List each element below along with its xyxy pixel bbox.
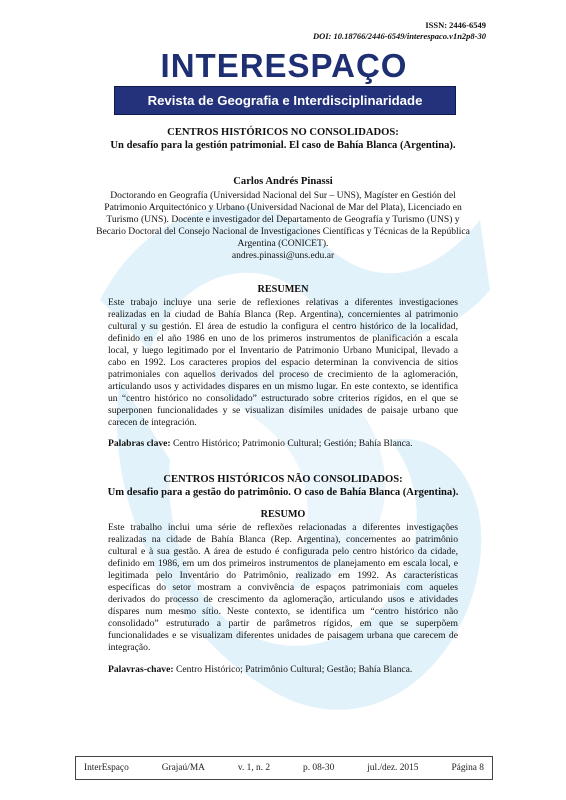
resumo-text: Este trabalho inclui uma série de reflexões relacionadas a diferentes investigações realizadas na cidade de Bahía Blanca (Rep. Argentina), concernentes ao patrimônio cultural e à sua gestão. A área de estudo é configurada pelo centro histórico da cidade, definido em 1986, em um dos primeiros instrumentos de planejamento em escala local, e legitimada pelo Inventário do Patrimônio, realizado em 1992. As características específicas do setor mostram a convivência de espaços patrimoniais com aqueles derivados do processo de crescimento da aglomeração, articulando usos e atividades díspares num mesmo sítio. Neste contexto, se identifica um “centro histórico não consolidado” estruturado a partir de parâmetros rígidos, em que se superpõem funcionalidades e se visualizam diferentes unidades de paisagem urbana que carecem de integração. <box>108 522 458 653</box>
resumen-keywords <box>108 438 458 450</box>
resumen-text: Este trabajo incluye una serie de reflexiones relativas a diferentes investigaciones realizadas en la ciudad de Bahía Blanca (Rep. Argentina), concernientes al patrimonio cultural y su gestión. El área de estudio la configura el centro histórico de la localidad, definido en el año 1986 en uno de los primeros instrumentos de planificación a escala local, y luego legitimado por el Inventario de Patrimonio Urbano Municipal, llevado a cabo en 1992. Los caracteres propios del espacio determinan la convivencia de sitios patrimoniales con aquellos derivados del proceso de crecimiento de la aglomeración, articulando usos y actividades dispares en un mismo lugar. En este contexto, se identifica un “centro histórico no consolidado” estructurado sobre criterios rígidos, en el que se superponen funcionalidades y se visualizan disímiles unidades de paisaje urbano que carecen de integración. <box>108 297 458 428</box>
author-email[interactable]: andres.pinassi@uns.edu.ar <box>231 250 335 261</box>
issn-label: ISSN: 2446-6549 <box>425 20 486 30</box>
keywords-label-pt: Palavras-chave: <box>108 664 174 675</box>
article-title-es: CENTROS HISTÓRICOS NO CONSOLIDADOS: <box>167 127 399 138</box>
footer-date: jul./dez. 2015 <box>367 763 419 773</box>
keywords-label-es: Palabras clave: <box>108 438 171 449</box>
page-footer <box>75 756 493 780</box>
affiliation-line: Doctorando en Geografía (Universidad Nacional del Sur – UNS), Magíster en Gestión del <box>110 190 456 201</box>
affiliation-line: Argentina (CONICET). <box>237 238 329 249</box>
footer-pages: p. 08-30 <box>303 763 335 773</box>
footer-volume: v. 1, n. 2 <box>237 763 271 773</box>
footer-place: Grajaú/MA <box>161 763 205 773</box>
journal-logo <box>108 46 460 118</box>
keywords-es: Centro Histórico; Patrimonio Cultural; Gestión; Bahía Blanca. <box>170 438 413 449</box>
affiliation-line: Turismo (UNS). Docente e investigador del Departamento de Geografía y Turismo (UNS) y <box>106 214 460 225</box>
journal-logo-band <box>114 86 456 115</box>
resumo-heading: RESUMO <box>260 509 306 520</box>
author-affiliation <box>92 190 474 262</box>
footer-journal: InterEspaço <box>84 763 129 773</box>
affiliation-line: Becario Doctoral del Consejo Nacional de Investigaciones Científicas y Técnicas de la República <box>96 226 470 237</box>
article-title-pt: CENTROS HISTÓRICOS NÃO CONSOLIDADOS: <box>163 474 403 485</box>
resumen-heading: RESUMEN <box>257 284 309 295</box>
journal-logo-subtitle: Revista de Geografia e Interdisciplinaridade <box>147 93 423 108</box>
article-subtitle-pt: Um desafio para a gestão do patrimônio. O caso de Bahía Blanca (Argentina). <box>107 487 459 498</box>
doi-label: DOI: 10.18766/2446-6549/interespaco.v1n2p8-30 <box>312 31 486 41</box>
resumo-keywords <box>108 664 458 676</box>
article-subtitle-es: Un desafío para la gestión patrimonial. El caso de Bahía Blanca (Argentina). <box>110 140 456 151</box>
author-name: Carlos Andrés Pinassi <box>233 176 333 187</box>
journal-logo-name: INTERESPAÇO <box>160 47 408 84</box>
footer-page-number: Página 8 <box>451 763 484 773</box>
keywords-pt: Centro Histórico; Patrimônio Cultural; Gestão; Bahía Blanca. <box>173 664 413 675</box>
affiliation-line: Patrimonio Arquitectónico y Urbano (Universidad Nacional de Mar del Plata), Licenciado en <box>104 202 462 213</box>
